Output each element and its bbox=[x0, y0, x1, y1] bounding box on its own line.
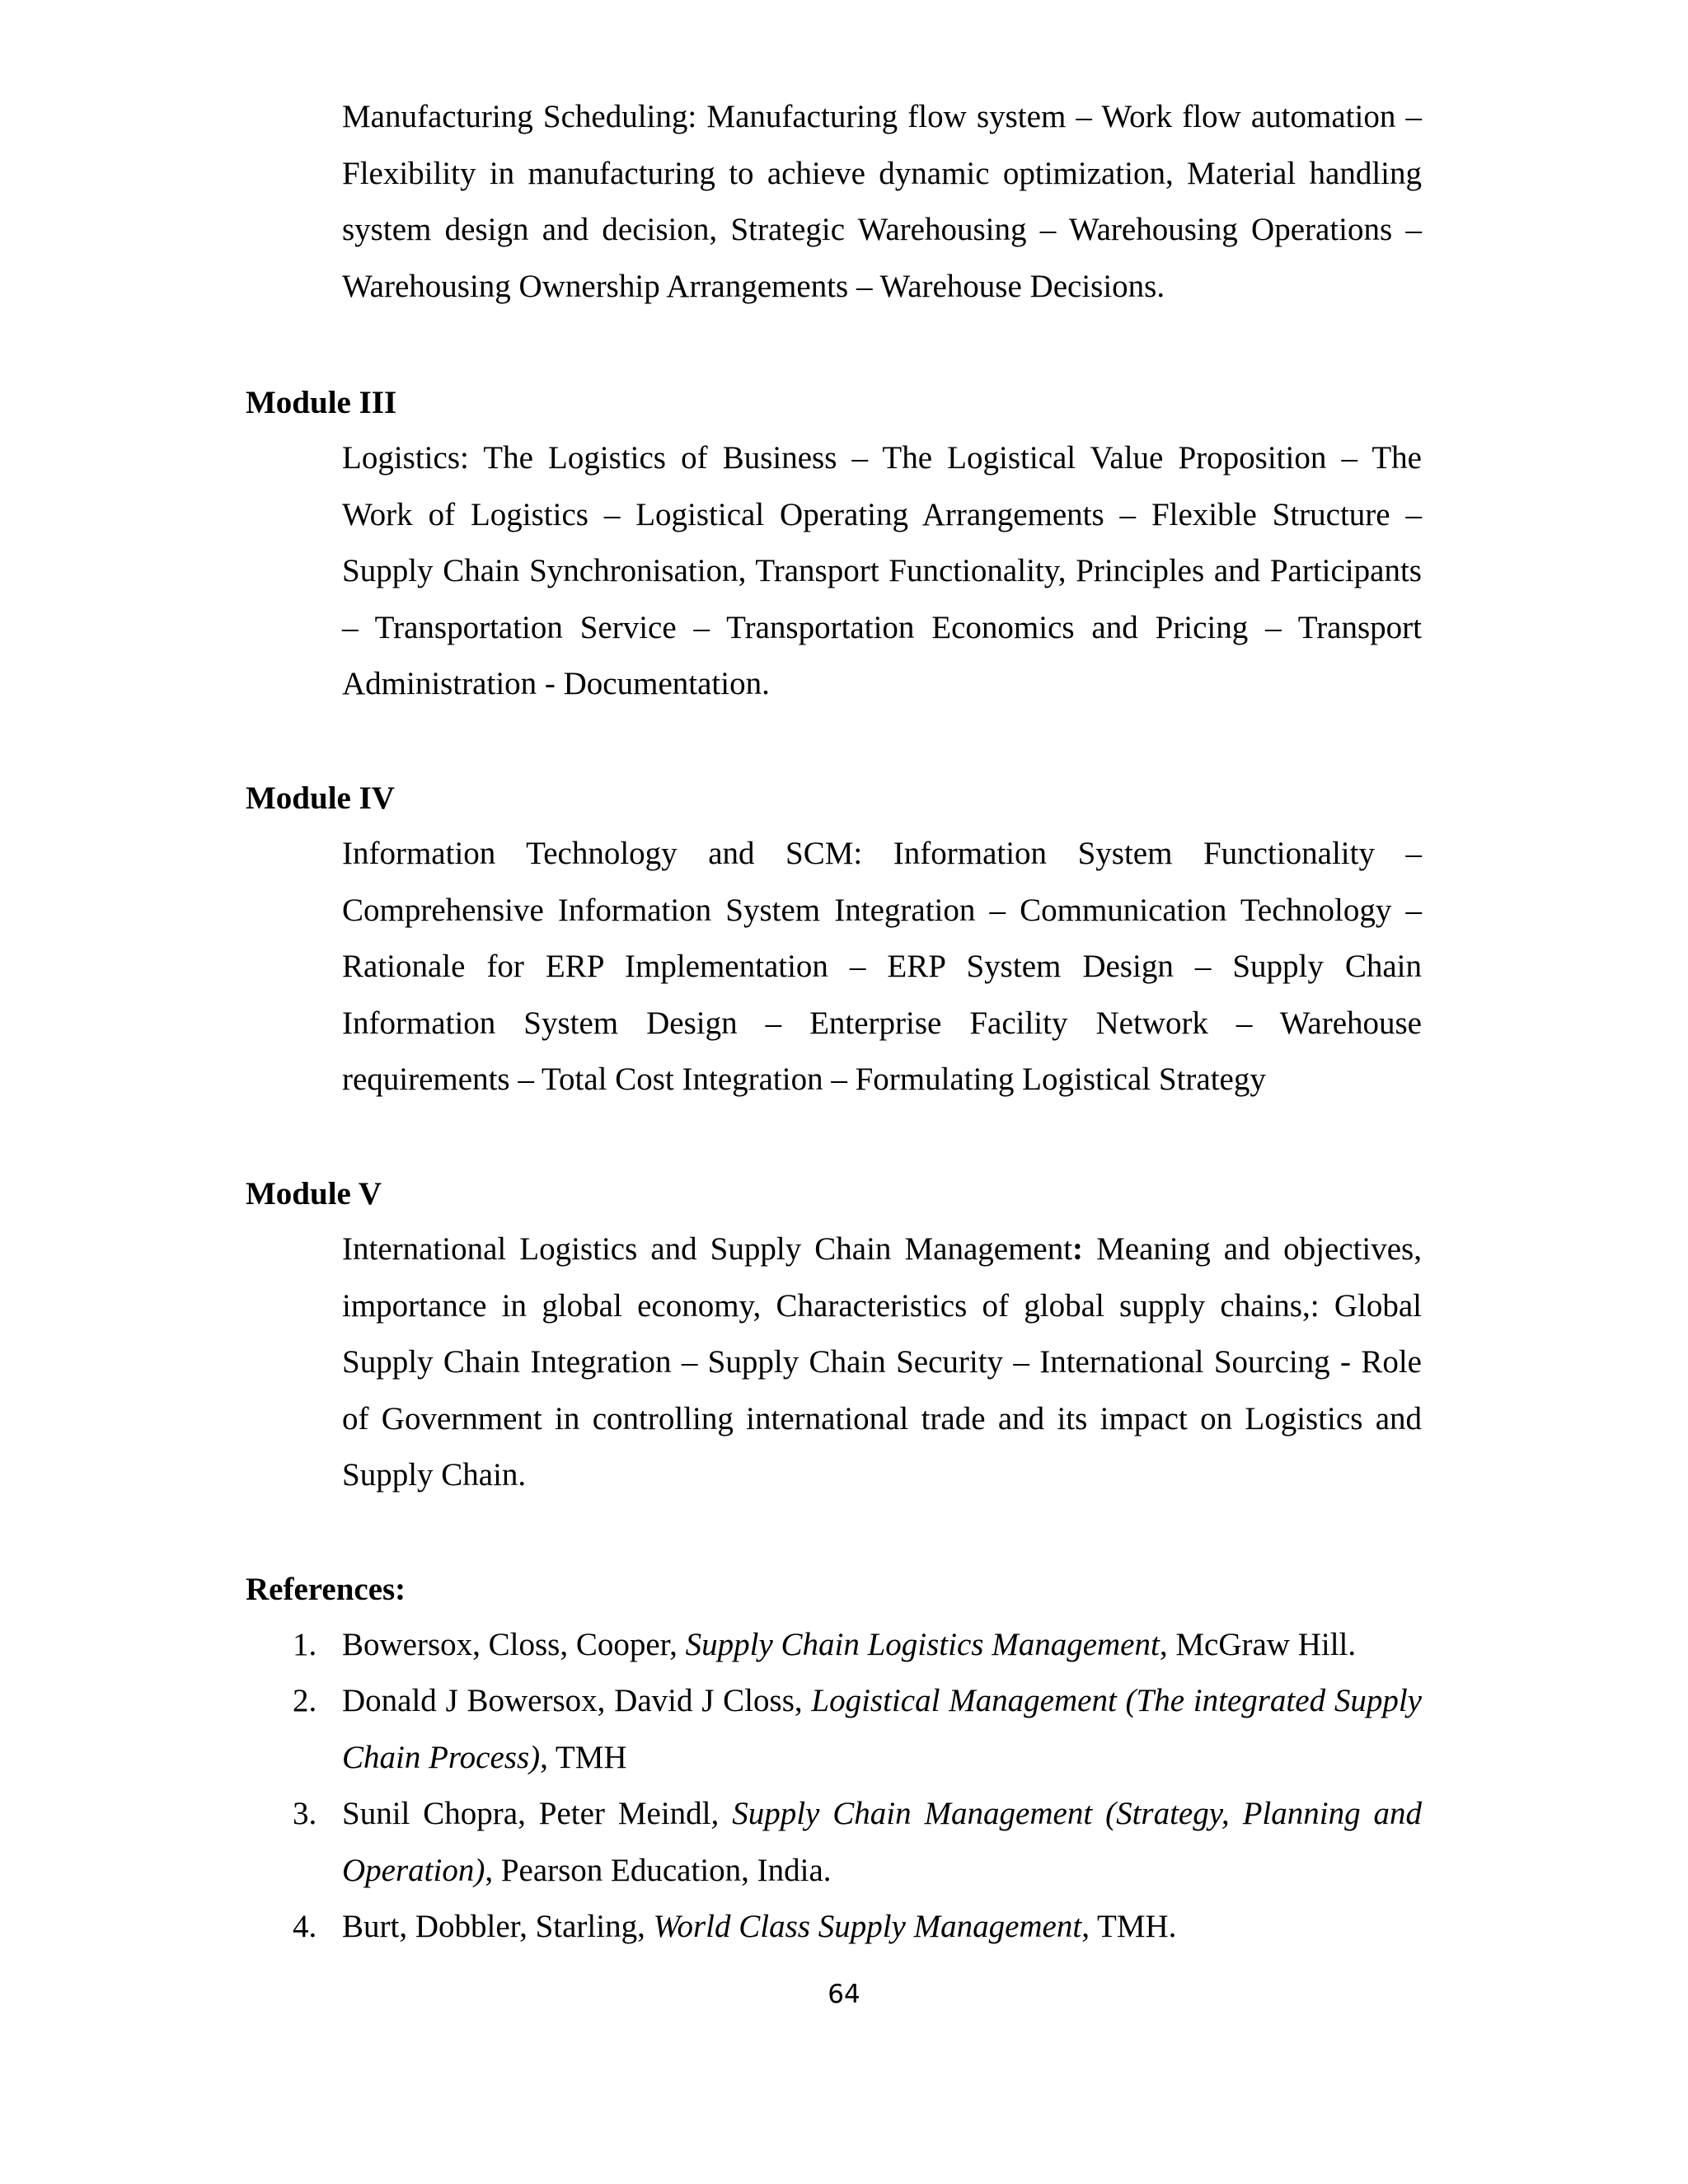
reference-title: , Supply Chain Management (Strategy, Planning and Operation) bbox=[342, 1796, 1422, 1888]
reference-number: 3. bbox=[293, 1796, 317, 1831]
reference-item bbox=[342, 1673, 1422, 1786]
page-number: 64 bbox=[828, 1980, 860, 2009]
reference-item bbox=[342, 1899, 1422, 1956]
module-iv-heading: Module IV bbox=[246, 780, 395, 816]
reference-authors: Burt, Dobbler, Starling, bbox=[342, 1909, 654, 1944]
reference-publisher: , Pearson Education, India. bbox=[485, 1852, 832, 1888]
manufacturing-scheduling-paragraph: Manufacturing Scheduling: Manufacturing flow system – Work flow automation – Flexibility in manufacturing to achieve dynamic optimization, Material handling system design and decision, Strategic Warehousing – Warehousing Operations – Warehousing Ownership Arrangements – Warehouse Decisions. bbox=[342, 99, 1422, 304]
module-iv-body: Information Technology and SCM: Information System Functionality – Comprehensive Information System Integration – Communication Technology – Rationale for ERP Implementation – ERP System Design – Supply Chain Information System Design – Enterprise Facility Network – Warehouse requirements – Total Cost Integration – Formulating Logistical Strategy bbox=[342, 836, 1422, 1097]
reference-item bbox=[342, 1786, 1422, 1899]
module-v-heading: Module V bbox=[246, 1176, 382, 1212]
reference-publisher: , TMH bbox=[540, 1739, 627, 1775]
reference-number: 4. bbox=[293, 1909, 317, 1944]
reference-authors: Sunil Chopra, Peter Meindl bbox=[342, 1796, 711, 1831]
module-v-body-lead: International Logistics and Supply Chain Management bbox=[342, 1231, 1073, 1267]
reference-authors: Bowersox, Closs, Cooper, bbox=[342, 1627, 686, 1662]
reference-title: Logistical Management (The integrated Supply Chain Process) bbox=[342, 1683, 1422, 1775]
reference-title: Supply Chain Logistics Management bbox=[685, 1627, 1160, 1662]
reference-publisher: , TMH. bbox=[1081, 1909, 1177, 1944]
reference-number: 1. bbox=[293, 1627, 317, 1662]
reference-item bbox=[342, 1617, 1422, 1674]
reference-authors: Donald J Bowersox, David J Closs, bbox=[342, 1683, 812, 1718]
reference-title: World Class Supply Management bbox=[653, 1909, 1082, 1944]
module-iii-body: Logistics: The Logistics of Business – The Logistical Value Proposition – The Work of Logistics – Logistical Operating Arrangements – Flexible Structure – Supply Chain Synchronisation, Transport Functionality, Principles and Participants – Transportation Service – Transportation Economics and Pricing – Transport Administration - Documentation. bbox=[342, 440, 1422, 701]
module-iii-heading: Module III bbox=[246, 385, 397, 420]
module-v-body-rest: Meaning and objectives, importance in global economy, Characteristics of global supply chains,: Global Supply Chain Integration – Supply Chain Security – International Sourcing - Role of Government in controlling international trade and its impact on Logistics and Supply Chain. bbox=[342, 1231, 1422, 1493]
references-heading: References: bbox=[246, 1572, 406, 1607]
module-v-body bbox=[342, 1221, 1422, 1504]
module-v-body-colon: : bbox=[1072, 1231, 1084, 1267]
reference-publisher: , McGraw Hill. bbox=[1159, 1627, 1357, 1662]
reference-number: 2. bbox=[293, 1683, 317, 1718]
